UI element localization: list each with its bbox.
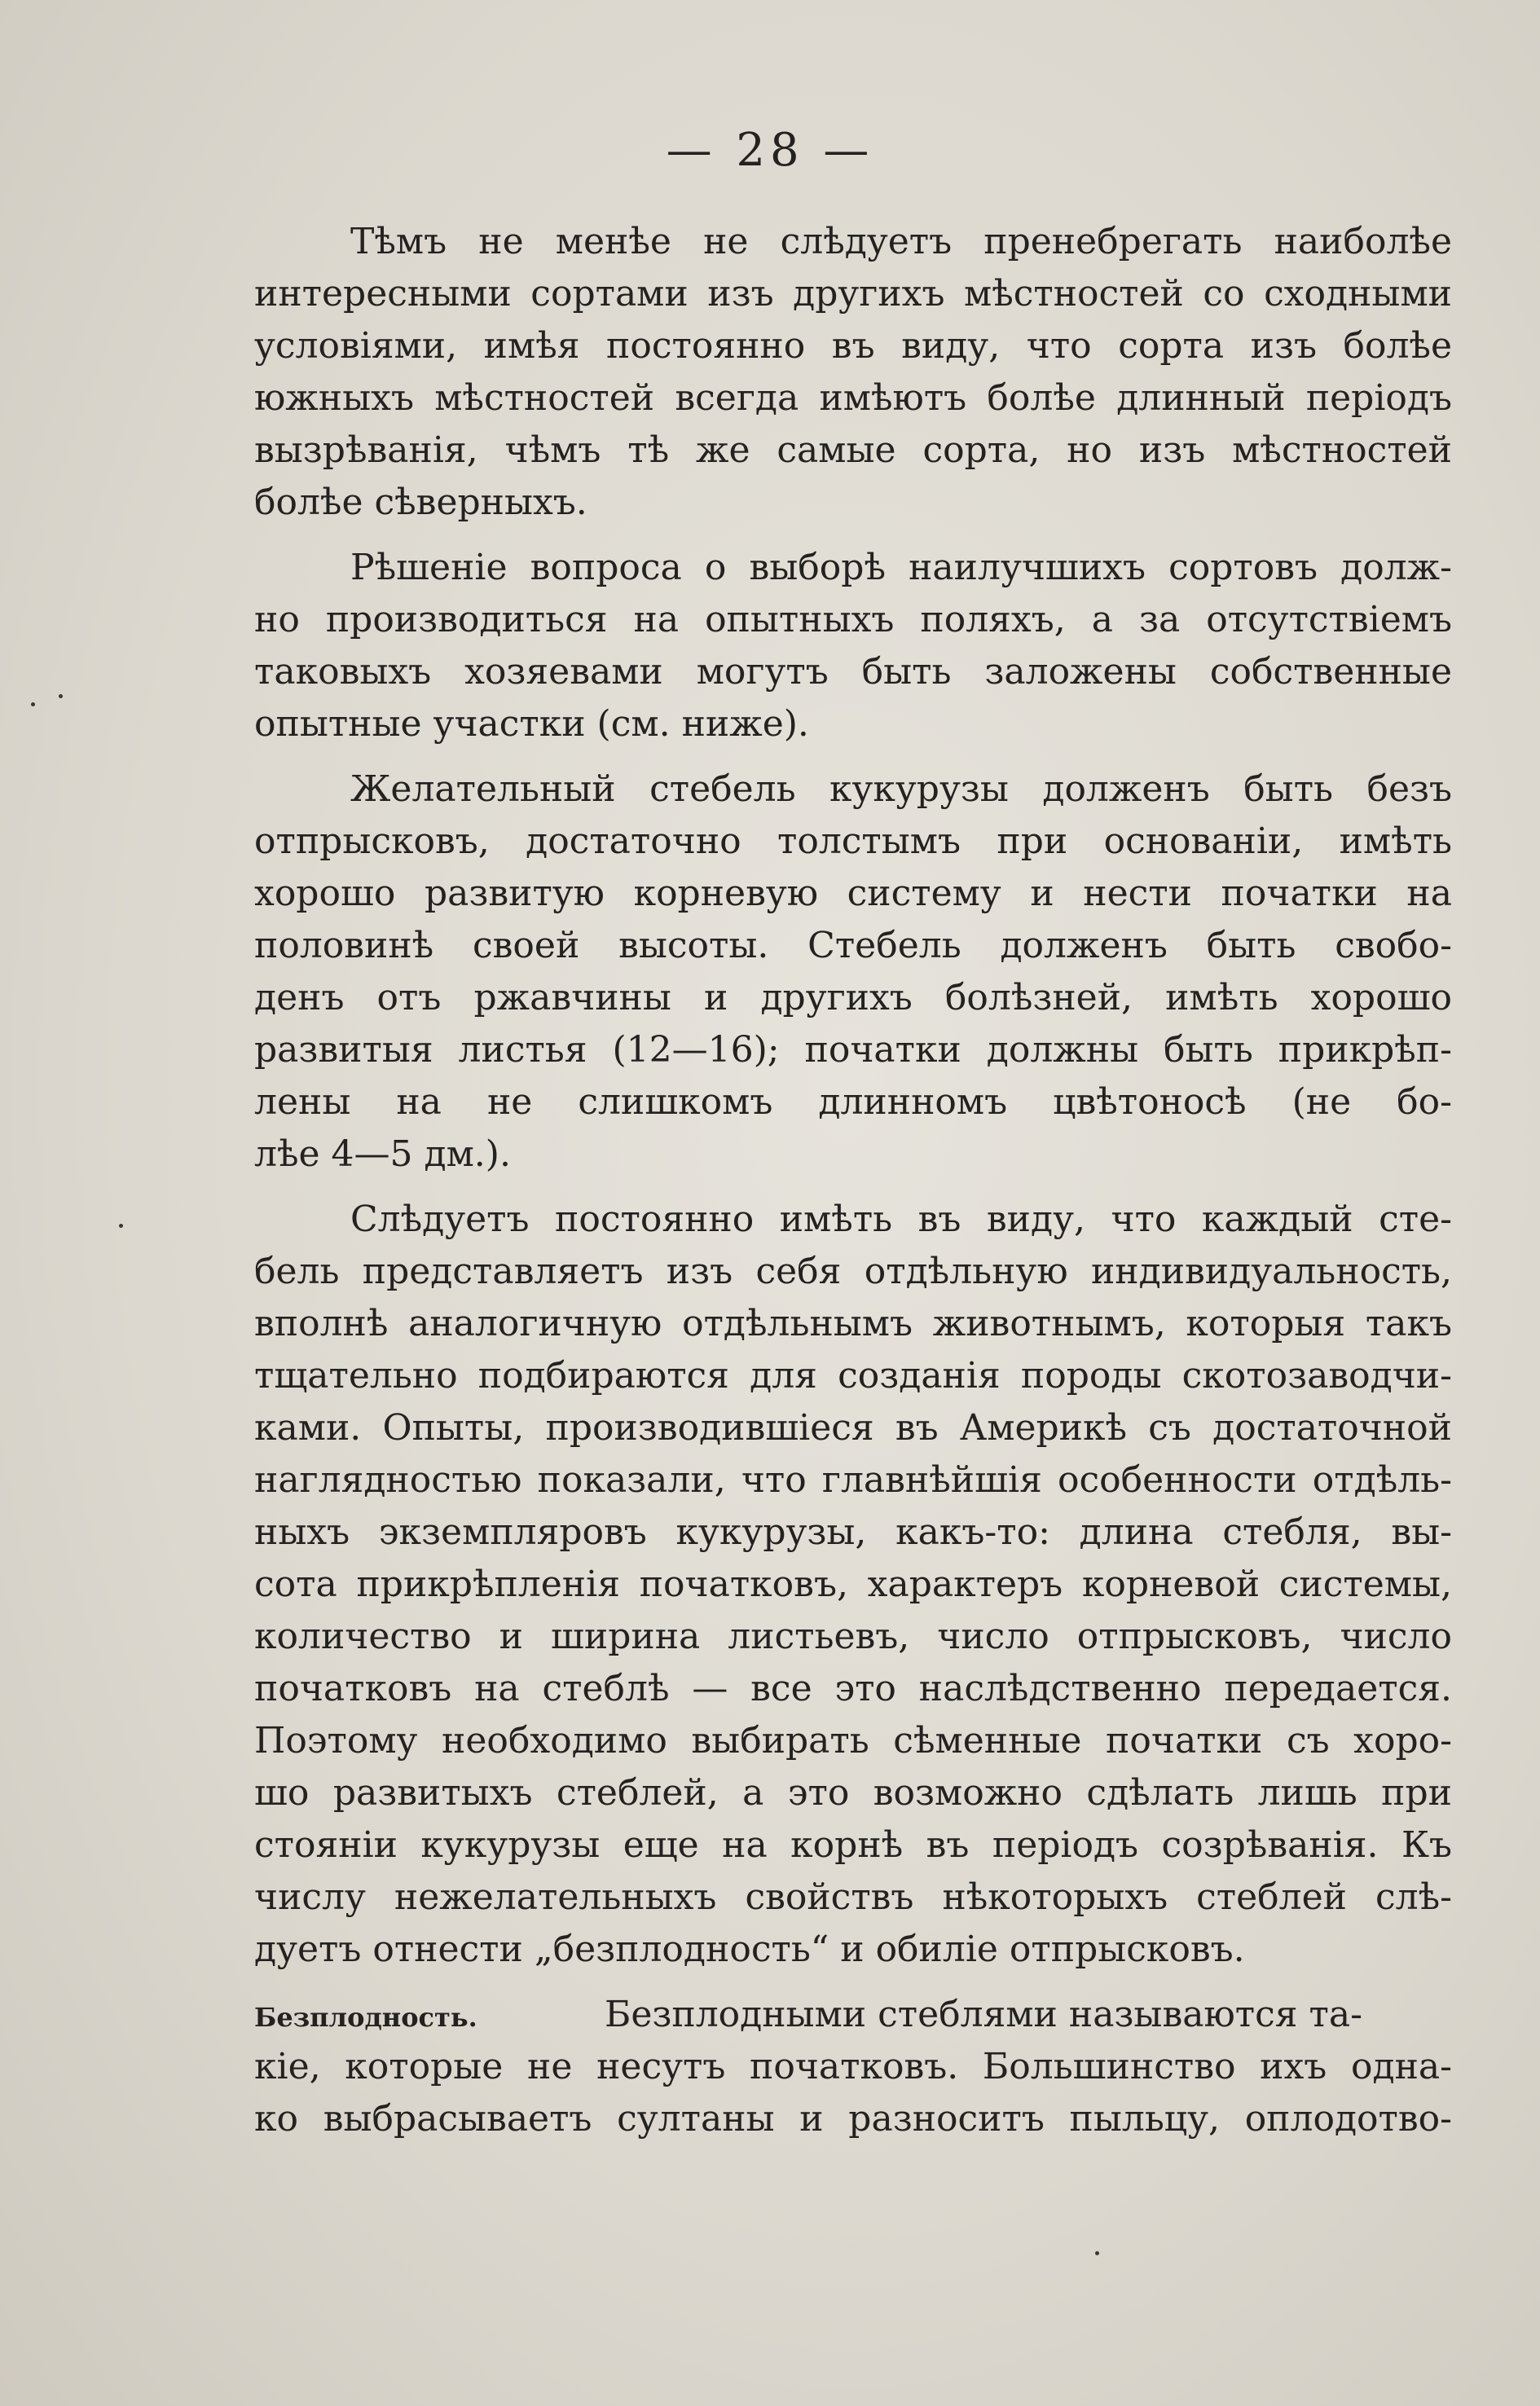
text-line: сота прикрѣпленія початковъ, характеръ корневой системы,: [254, 1564, 1452, 1605]
text-line: половинѣ своей высоты. Стебель долженъ быть свобо-: [254, 925, 1452, 966]
text-line: Рѣшеніе вопроса о выборѣ наилучшихъ сортовъ долж-: [350, 547, 1452, 588]
paragraph: [254, 1194, 1452, 1976]
text-body: [254, 216, 1452, 2145]
text-line: тщательно подбираются для созданія породы скотозаводчи-: [254, 1355, 1452, 1397]
text-line: шо развитыхъ стеблей, а это возможно сдѣлать лишь при: [254, 1772, 1452, 1814]
page-number: — 28 —: [666, 124, 874, 177]
text-line: наглядностью показали, что главнѣйшія особенности отдѣль-: [254, 1459, 1452, 1501]
text-line: но производиться на опытныхъ поляхъ, а за отсутствіемъ: [254, 599, 1452, 640]
text-line: Желательный стебель кукурузы долженъ быть безъ: [350, 768, 1452, 810]
paragraph: [254, 542, 1452, 750]
paragraph: [254, 216, 1452, 529]
paragraph: [254, 763, 1452, 1181]
text-line-content: Безплодными стеблями называются та-: [605, 1994, 1362, 2035]
text-line: лѣе 4—5 дм.).: [254, 1133, 511, 1175]
paragraph: [254, 1989, 1452, 2145]
text-line: Тѣмъ не менѣе не слѣдуетъ пренебрегать наиболѣе: [350, 221, 1452, 262]
text-line: хорошо развитую корневую систему и нести початки на: [254, 873, 1452, 914]
text-line: болѣе сѣверныхъ.: [254, 482, 587, 523]
paper-speck: [1095, 2251, 1099, 2255]
text-line: развитыя листья (12—16); початки должны быть прикрѣп-: [254, 1029, 1452, 1071]
text-line: вполнѣ аналогичную отдѣльнымъ животнымъ, которыя такъ: [254, 1303, 1452, 1344]
paper-speck: [119, 1224, 123, 1228]
text-line: ками. Опыты, производившіеся въ Америкѣ съ достаточной: [254, 1407, 1452, 1449]
text-line: количество и ширина листьевъ, число отпрысковъ, число: [254, 1616, 1452, 1657]
text-line: ныхъ экземпляровъ кукурузы, какъ-то: длина стебля, вы-: [254, 1511, 1452, 1553]
text-line: отпрысковъ, достаточно толстымъ при основаніи, имѣть: [254, 820, 1452, 862]
text-line: денъ отъ ржавчины и другихъ болѣзней, имѣть хорошо: [254, 977, 1452, 1018]
text-line: вызрѣванія, чѣмъ тѣ же самые сорта, но изъ мѣстностей: [254, 429, 1452, 471]
text-line: кіе, которые не несутъ початковъ. Большинство ихъ одна-: [254, 2046, 1452, 2087]
text-line: стояніи кукурузы еще на корнѣ въ періодъ созрѣванія. Къ: [254, 1824, 1452, 1866]
text-line: условіями, имѣя постоянно въ виду, что сорта изъ болѣе: [254, 325, 1452, 367]
side-heading: Безплодность.: [254, 2002, 477, 2033]
text-line: интересными сортами изъ другихъ мѣстностей со сходными: [254, 273, 1452, 314]
text-line: дуетъ отнести „безплодность“ и обиліе отпрысковъ.: [254, 1929, 1245, 1970]
text-line: ко выбрасываетъ султаны и разноситъ пыльцу, оплодотво-: [254, 2098, 1452, 2140]
text-line: початковъ на стеблѣ — все это наслѣдственно передается.: [254, 1668, 1452, 1709]
text-line: лены на не слишкомъ длинномъ цвѣтоносѣ (не бо-: [254, 1081, 1452, 1123]
text-line: бель представляетъ изъ себя отдѣльную индивидуальность,: [254, 1251, 1452, 1292]
text-line: Поэтому необходимо выбирать сѣменные початки съ хоро-: [254, 1720, 1452, 1762]
text-line: южныхъ мѣстностей всегда имѣютъ болѣе длинный періодъ: [254, 377, 1452, 419]
text-line: опытные участки (см. ниже).: [254, 703, 809, 745]
text-line: [254, 1989, 1452, 2041]
text-line: числу нежелательныхъ свойствъ нѣкоторыхъ стеблей слѣ-: [254, 1876, 1452, 1918]
paper-speck: [59, 694, 63, 698]
text-line: Слѣдуетъ постоянно имѣть въ виду, что каждый сте-: [350, 1199, 1452, 1240]
text-line: таковыхъ хозяевами могутъ быть заложены собственные: [254, 651, 1452, 693]
paper-speck: [31, 702, 35, 706]
